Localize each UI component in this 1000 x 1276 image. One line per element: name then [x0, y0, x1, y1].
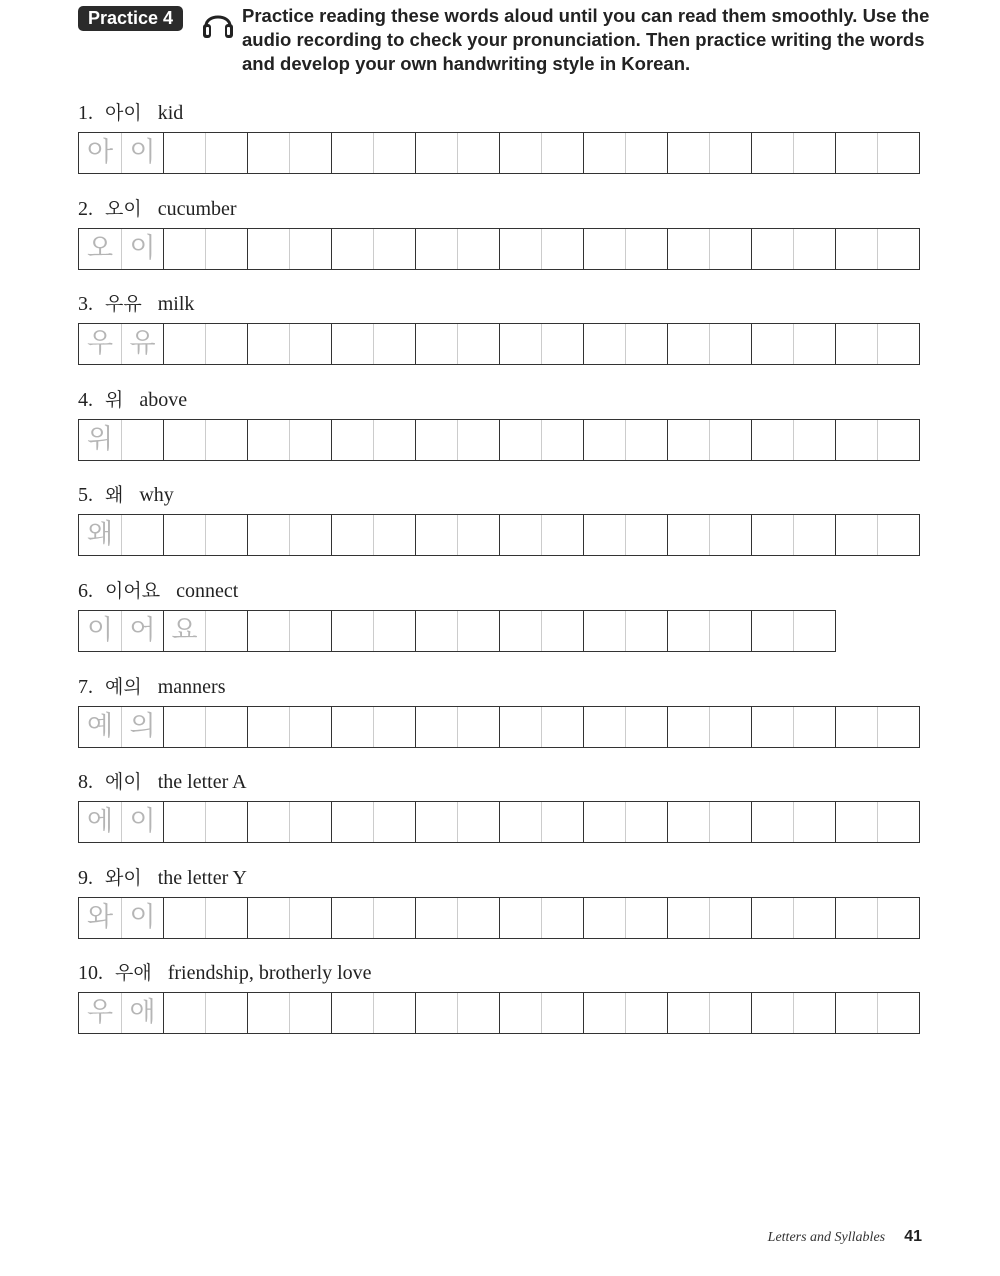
- writing-cell[interactable]: [877, 802, 919, 842]
- english-meaning: connect: [176, 580, 239, 602]
- writing-cell[interactable]: [121, 802, 163, 842]
- writing-cell[interactable]: [541, 993, 583, 1033]
- writing-cell[interactable]: [457, 515, 499, 555]
- writing-cell[interactable]: [793, 133, 835, 173]
- practice-header: [78, 4, 930, 84]
- writing-cell[interactable]: [289, 133, 331, 173]
- writing-cell[interactable]: [667, 420, 709, 460]
- writing-cell[interactable]: [751, 133, 793, 173]
- writing-cell[interactable]: [541, 515, 583, 555]
- trace-syllable: 의: [129, 711, 156, 742]
- writing-cell[interactable]: [667, 802, 709, 842]
- exercise-label: [78, 958, 372, 986]
- writing-cell[interactable]: [373, 898, 415, 938]
- writing-cell[interactable]: [373, 802, 415, 842]
- writing-cell[interactable]: [541, 133, 583, 173]
- exercise-number: 1.: [78, 102, 93, 124]
- writing-cell[interactable]: [373, 133, 415, 173]
- korean-word: 우애: [115, 962, 152, 984]
- writing-cell[interactable]: [331, 515, 373, 555]
- writing-cell[interactable]: [121, 229, 163, 269]
- writing-cell[interactable]: [877, 324, 919, 364]
- writing-cell[interactable]: [667, 611, 709, 651]
- writing-cell[interactable]: [877, 420, 919, 460]
- writing-cell[interactable]: [331, 611, 373, 651]
- writing-cell[interactable]: [583, 993, 625, 1033]
- writing-cell[interactable]: [247, 707, 289, 747]
- writing-cell[interactable]: [709, 133, 751, 173]
- exercise-number: 3.: [78, 293, 93, 315]
- writing-cell[interactable]: [793, 707, 835, 747]
- trace-syllable: 와: [86, 902, 114, 933]
- writing-cell[interactable]: [793, 611, 835, 651]
- exercise-number: 5.: [78, 484, 93, 506]
- writing-cell[interactable]: [415, 898, 457, 938]
- writing-cell[interactable]: [163, 515, 205, 555]
- writing-cell[interactable]: [79, 420, 121, 460]
- korean-word: 에이: [105, 771, 142, 793]
- exercise-number: 6.: [78, 580, 93, 602]
- writing-cell[interactable]: [331, 324, 373, 364]
- exercise-label: [78, 194, 237, 222]
- writing-cell[interactable]: [751, 420, 793, 460]
- writing-cell[interactable]: [667, 707, 709, 747]
- korean-word: 위: [105, 389, 124, 411]
- instructions-text: Practice reading these words aloud until you can read them smoothly. Use the audio recording to check your pronunciation. Then practice writing the words and develop your own handwriting style in Korean.: [242, 5, 930, 74]
- writing-cell[interactable]: [457, 898, 499, 938]
- writing-cell[interactable]: [835, 420, 877, 460]
- writing-cell[interactable]: [835, 133, 877, 173]
- writing-cell[interactable]: [331, 707, 373, 747]
- writing-cell[interactable]: [499, 707, 541, 747]
- trace-syllable: 이: [129, 233, 156, 264]
- writing-cell[interactable]: [79, 324, 121, 364]
- writing-cell[interactable]: [121, 611, 163, 651]
- writing-cell[interactable]: [667, 515, 709, 555]
- exercise-number: 9.: [78, 867, 93, 889]
- writing-cell[interactable]: [793, 229, 835, 269]
- writing-cell[interactable]: [583, 420, 625, 460]
- writing-cell[interactable]: [415, 324, 457, 364]
- writing-cell[interactable]: [499, 611, 541, 651]
- writing-cell[interactable]: [415, 133, 457, 173]
- writing-grid[interactable]: [78, 992, 920, 1034]
- writing-cell[interactable]: [625, 993, 667, 1033]
- writing-cell[interactable]: [583, 133, 625, 173]
- writing-cell[interactable]: [793, 898, 835, 938]
- writing-cell[interactable]: [709, 515, 751, 555]
- trace-syllable: 요: [171, 615, 198, 646]
- writing-grid[interactable]: [78, 132, 920, 174]
- writing-cell[interactable]: [751, 229, 793, 269]
- writing-cell[interactable]: [205, 515, 247, 555]
- writing-cell[interactable]: [877, 133, 919, 173]
- writing-cell[interactable]: [751, 515, 793, 555]
- writing-cell[interactable]: [877, 707, 919, 747]
- writing-cell[interactable]: [793, 420, 835, 460]
- writing-cell[interactable]: [457, 133, 499, 173]
- writing-cell[interactable]: [163, 993, 205, 1033]
- writing-cell[interactable]: [247, 993, 289, 1033]
- writing-cell[interactable]: [751, 993, 793, 1033]
- writing-cell[interactable]: [247, 324, 289, 364]
- writing-cell[interactable]: [247, 133, 289, 173]
- writing-cell[interactable]: [373, 707, 415, 747]
- writing-cell[interactable]: [541, 707, 583, 747]
- writing-cell[interactable]: [625, 802, 667, 842]
- writing-cell[interactable]: [331, 420, 373, 460]
- writing-cell[interactable]: [877, 229, 919, 269]
- writing-cell[interactable]: [289, 515, 331, 555]
- writing-cell[interactable]: [835, 324, 877, 364]
- writing-cell[interactable]: [289, 993, 331, 1033]
- writing-grid[interactable]: [78, 610, 836, 652]
- exercise-label: [78, 863, 247, 891]
- english-meaning: the letter A: [157, 771, 247, 793]
- writing-cell[interactable]: [709, 324, 751, 364]
- writing-cell[interactable]: [331, 229, 373, 269]
- exercise-label: [78, 385, 187, 413]
- writing-cell[interactable]: [289, 611, 331, 651]
- writing-grid[interactable]: [78, 897, 920, 939]
- writing-cell[interactable]: [289, 802, 331, 842]
- exercise-label: [78, 98, 183, 126]
- exercise-number: 7.: [78, 676, 93, 698]
- writing-cell[interactable]: [79, 611, 121, 651]
- writing-cell[interactable]: [373, 229, 415, 269]
- exercise-number: 2.: [78, 198, 93, 220]
- writing-cell[interactable]: [247, 515, 289, 555]
- writing-cell[interactable]: [541, 420, 583, 460]
- writing-cell[interactable]: [541, 324, 583, 364]
- writing-cell[interactable]: [667, 229, 709, 269]
- writing-cell[interactable]: [625, 420, 667, 460]
- exercise-number: 10.: [78, 962, 103, 984]
- writing-cell[interactable]: [499, 993, 541, 1033]
- writing-cell[interactable]: [79, 802, 121, 842]
- writing-cell[interactable]: [457, 993, 499, 1033]
- korean-word: 오이: [105, 198, 142, 220]
- writing-cell[interactable]: [373, 420, 415, 460]
- writing-cell[interactable]: [163, 324, 205, 364]
- writing-cell[interactable]: [751, 707, 793, 747]
- exercise-label: [78, 767, 247, 795]
- writing-cell[interactable]: [79, 993, 121, 1033]
- section-title: Letters and Syllables: [767, 1230, 886, 1245]
- writing-cell[interactable]: [625, 133, 667, 173]
- writing-cell[interactable]: [205, 898, 247, 938]
- writing-cell[interactable]: [163, 420, 205, 460]
- korean-word: 이어요: [105, 580, 161, 602]
- writing-cell[interactable]: [667, 133, 709, 173]
- writing-cell[interactable]: [289, 324, 331, 364]
- trace-syllable: 위: [86, 424, 114, 455]
- writing-cell[interactable]: [121, 420, 163, 460]
- writing-cell[interactable]: [79, 229, 121, 269]
- writing-cell[interactable]: [835, 515, 877, 555]
- english-meaning: the letter Y: [157, 867, 247, 889]
- trace-syllable: 이: [129, 806, 156, 837]
- writing-cell[interactable]: [205, 324, 247, 364]
- writing-cell[interactable]: [835, 898, 877, 938]
- korean-word: 왜: [105, 484, 124, 506]
- trace-syllable: 왜: [86, 519, 114, 550]
- writing-cell[interactable]: [667, 993, 709, 1033]
- trace-syllable: 유: [129, 328, 156, 359]
- trace-syllable: 어: [129, 615, 156, 646]
- writing-cell[interactable]: [205, 707, 247, 747]
- writing-cell[interactable]: [373, 515, 415, 555]
- writing-cell[interactable]: [205, 133, 247, 173]
- writing-cell[interactable]: [457, 802, 499, 842]
- writing-cell[interactable]: [541, 229, 583, 269]
- trace-syllable: 우: [86, 328, 114, 359]
- writing-cell[interactable]: [457, 229, 499, 269]
- writing-cell[interactable]: [205, 611, 247, 651]
- writing-cell[interactable]: [247, 802, 289, 842]
- writing-cell[interactable]: [541, 898, 583, 938]
- writing-cell[interactable]: [79, 707, 121, 747]
- writing-cell[interactable]: [373, 324, 415, 364]
- korean-word: 와이: [105, 867, 142, 889]
- writing-cell[interactable]: [121, 133, 163, 173]
- exercise-number: 4.: [78, 389, 93, 411]
- english-meaning: why: [139, 484, 174, 506]
- writing-grid[interactable]: [78, 228, 920, 270]
- writing-cell[interactable]: [457, 611, 499, 651]
- writing-cell[interactable]: [625, 707, 667, 747]
- writing-cell[interactable]: [583, 707, 625, 747]
- writing-cell[interactable]: [793, 993, 835, 1033]
- writing-cell[interactable]: [163, 133, 205, 173]
- english-meaning: kid: [157, 102, 184, 124]
- writing-cell[interactable]: [709, 802, 751, 842]
- writing-cell[interactable]: [247, 229, 289, 269]
- writing-cell[interactable]: [121, 324, 163, 364]
- trace-syllable: 이: [129, 902, 156, 933]
- writing-cell[interactable]: [121, 515, 163, 555]
- writing-cell[interactable]: [499, 898, 541, 938]
- writing-cell[interactable]: [289, 898, 331, 938]
- trace-syllable: 에: [86, 806, 114, 837]
- writing-cell[interactable]: [499, 133, 541, 173]
- writing-cell[interactable]: [415, 707, 457, 747]
- writing-cell[interactable]: [331, 802, 373, 842]
- writing-cell[interactable]: [583, 324, 625, 364]
- writing-cell[interactable]: [205, 993, 247, 1033]
- writing-cell[interactable]: [247, 611, 289, 651]
- writing-cell[interactable]: [835, 802, 877, 842]
- writing-cell[interactable]: [499, 515, 541, 555]
- writing-cell[interactable]: [247, 420, 289, 460]
- writing-cell[interactable]: [625, 324, 667, 364]
- writing-cell[interactable]: [331, 993, 373, 1033]
- exercise-label: [78, 289, 194, 317]
- writing-cell[interactable]: [541, 611, 583, 651]
- english-meaning: manners: [157, 676, 226, 698]
- english-meaning: cucumber: [157, 198, 237, 220]
- writing-cell[interactable]: [583, 515, 625, 555]
- exercise-label: [78, 480, 174, 508]
- writing-cell[interactable]: [541, 802, 583, 842]
- writing-cell[interactable]: [289, 420, 331, 460]
- writing-cell[interactable]: [499, 324, 541, 364]
- trace-syllable: 이: [129, 137, 156, 168]
- writing-cell[interactable]: [163, 707, 205, 747]
- writing-cell[interactable]: [835, 707, 877, 747]
- writing-cell[interactable]: [373, 611, 415, 651]
- writing-cell[interactable]: [457, 707, 499, 747]
- writing-grid[interactable]: [78, 514, 920, 556]
- writing-cell[interactable]: [79, 515, 121, 555]
- exercise-label: [78, 576, 238, 604]
- practice-badge: Practice 4: [78, 6, 183, 31]
- writing-cell[interactable]: [583, 802, 625, 842]
- writing-cell[interactable]: [415, 420, 457, 460]
- writing-cell[interactable]: [415, 802, 457, 842]
- writing-cell[interactable]: [709, 229, 751, 269]
- korean-word: 아이: [105, 102, 142, 124]
- writing-cell[interactable]: [835, 229, 877, 269]
- english-meaning: milk: [157, 293, 195, 315]
- writing-cell[interactable]: [625, 898, 667, 938]
- writing-cell[interactable]: [289, 229, 331, 269]
- writing-cell[interactable]: [457, 324, 499, 364]
- trace-syllable: 애: [129, 997, 156, 1028]
- writing-cell[interactable]: [373, 993, 415, 1033]
- writing-cell[interactable]: [793, 802, 835, 842]
- writing-cell[interactable]: [247, 898, 289, 938]
- headphones-icon[interactable]: [202, 6, 234, 42]
- writing-grid[interactable]: [78, 323, 920, 365]
- english-meaning: friendship, brotherly love: [167, 962, 372, 984]
- writing-cell[interactable]: [835, 993, 877, 1033]
- writing-cell[interactable]: [625, 229, 667, 269]
- writing-cell[interactable]: [205, 229, 247, 269]
- writing-cell[interactable]: [583, 898, 625, 938]
- trace-syllable: 우: [86, 997, 114, 1028]
- writing-cell[interactable]: [625, 611, 667, 651]
- korean-word: 우유: [105, 293, 142, 315]
- writing-cell[interactable]: [793, 324, 835, 364]
- writing-cell[interactable]: [499, 802, 541, 842]
- writing-cell[interactable]: [289, 707, 331, 747]
- writing-cell[interactable]: [583, 229, 625, 269]
- writing-cell[interactable]: [751, 611, 793, 651]
- writing-grid[interactable]: [78, 801, 920, 843]
- writing-cell[interactable]: [709, 898, 751, 938]
- writing-cell[interactable]: [163, 229, 205, 269]
- writing-cell[interactable]: [793, 515, 835, 555]
- writing-cell[interactable]: [751, 324, 793, 364]
- trace-syllable: 이: [86, 615, 114, 646]
- writing-cell[interactable]: [583, 611, 625, 651]
- exercise-label: [78, 672, 225, 700]
- writing-cell[interactable]: [331, 133, 373, 173]
- writing-cell[interactable]: [877, 898, 919, 938]
- writing-cell[interactable]: [205, 420, 247, 460]
- writing-grid[interactable]: [78, 706, 920, 748]
- writing-cell[interactable]: [877, 993, 919, 1033]
- writing-cell[interactable]: [331, 898, 373, 938]
- writing-grid[interactable]: [78, 419, 920, 461]
- writing-cell[interactable]: [625, 515, 667, 555]
- writing-cell[interactable]: [667, 898, 709, 938]
- exercise-number: 8.: [78, 771, 93, 793]
- writing-cell[interactable]: [163, 898, 205, 938]
- trace-syllable: 예: [86, 711, 114, 742]
- writing-cell[interactable]: [667, 324, 709, 364]
- writing-cell[interactable]: [457, 420, 499, 460]
- page-footer: [768, 1226, 922, 1248]
- writing-cell[interactable]: [709, 420, 751, 460]
- page-number: 41: [904, 1228, 922, 1245]
- writing-cell[interactable]: [415, 229, 457, 269]
- writing-cell[interactable]: [499, 420, 541, 460]
- writing-cell[interactable]: [877, 515, 919, 555]
- writing-cell[interactable]: [751, 898, 793, 938]
- writing-cell[interactable]: [121, 993, 163, 1033]
- writing-cell[interactable]: [751, 802, 793, 842]
- korean-word: 예의: [105, 676, 142, 698]
- writing-cell[interactable]: [121, 898, 163, 938]
- trace-syllable: 오: [86, 233, 114, 264]
- writing-cell[interactable]: [415, 515, 457, 555]
- writing-cell[interactable]: [499, 229, 541, 269]
- writing-cell[interactable]: [709, 611, 751, 651]
- writing-cell[interactable]: [79, 133, 121, 173]
- writing-cell[interactable]: [709, 707, 751, 747]
- writing-cell[interactable]: [415, 993, 457, 1033]
- writing-cell[interactable]: [79, 898, 121, 938]
- writing-cell[interactable]: [709, 993, 751, 1033]
- writing-cell[interactable]: [205, 802, 247, 842]
- writing-cell[interactable]: [415, 611, 457, 651]
- writing-cell[interactable]: [163, 611, 205, 651]
- english-meaning: above: [139, 389, 188, 411]
- writing-cell[interactable]: [121, 707, 163, 747]
- trace-syllable: 아: [86, 137, 114, 168]
- writing-cell[interactable]: [163, 802, 205, 842]
